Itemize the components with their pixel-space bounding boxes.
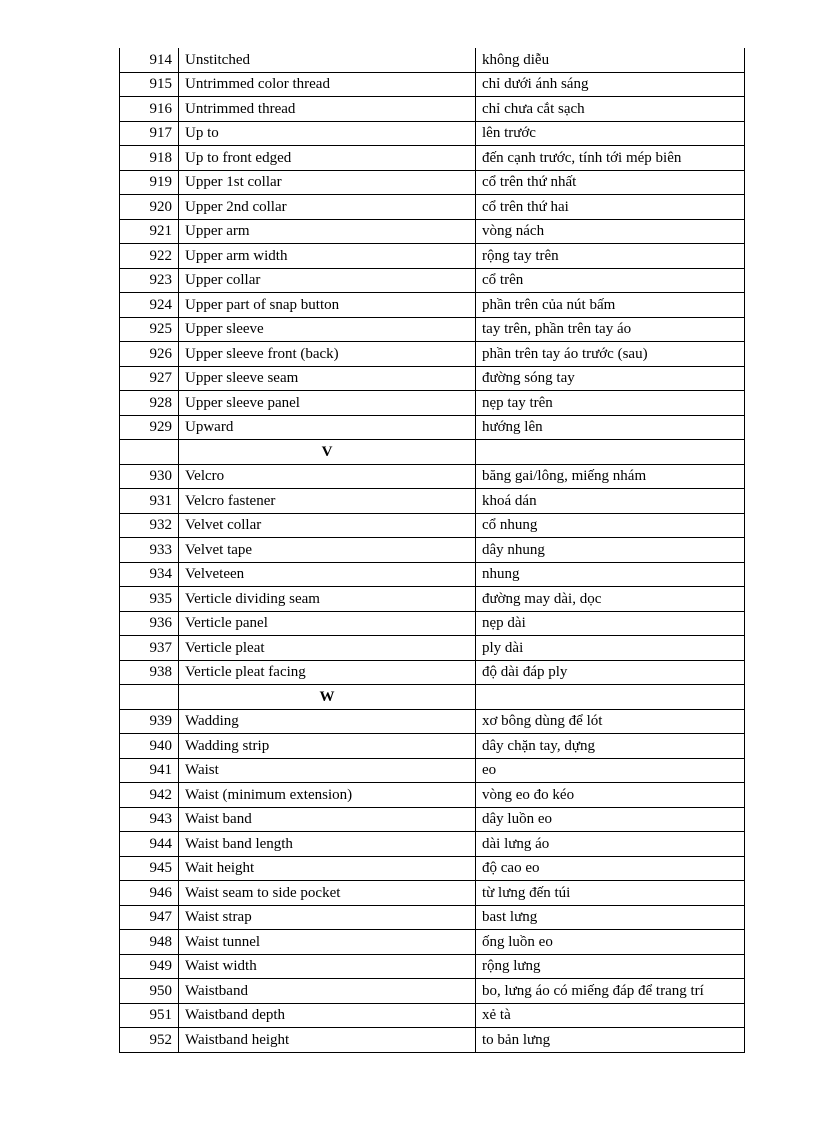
vietnamese-translation: đường sóng tay bbox=[476, 366, 745, 391]
english-term: Velveteen bbox=[179, 562, 476, 587]
entry-number: 946 bbox=[120, 881, 179, 906]
english-term: Upper sleeve panel bbox=[179, 391, 476, 416]
vietnamese-translation: cổ trên thứ hai bbox=[476, 195, 745, 220]
vietnamese-translation: hướng lên bbox=[476, 415, 745, 440]
glossary-table-body bbox=[120, 48, 745, 1052]
table-row bbox=[120, 709, 745, 734]
table-row bbox=[120, 72, 745, 97]
table-row bbox=[120, 758, 745, 783]
table-row bbox=[120, 489, 745, 514]
english-term: Upper part of snap button bbox=[179, 293, 476, 318]
entry-number: 926 bbox=[120, 342, 179, 367]
table-row bbox=[120, 611, 745, 636]
english-term: Untrimmed color thread bbox=[179, 72, 476, 97]
entry-number: 925 bbox=[120, 317, 179, 342]
entry-number: 919 bbox=[120, 170, 179, 195]
vietnamese-translation: nhung bbox=[476, 562, 745, 587]
entry-number: 939 bbox=[120, 709, 179, 734]
table-row bbox=[120, 464, 745, 489]
entry-number: 916 bbox=[120, 97, 179, 122]
section-letter: W bbox=[179, 685, 476, 710]
entry-number: 951 bbox=[120, 1003, 179, 1028]
table-row bbox=[120, 881, 745, 906]
table-row bbox=[120, 391, 745, 416]
vietnamese-translation: chỉ dưới ánh sáng bbox=[476, 72, 745, 97]
english-term: Up to bbox=[179, 121, 476, 146]
entry-number: 948 bbox=[120, 930, 179, 955]
vietnamese-translation: nẹp dài bbox=[476, 611, 745, 636]
english-term: Waist band bbox=[179, 807, 476, 832]
entry-number: 949 bbox=[120, 954, 179, 979]
section-heading-row bbox=[120, 685, 745, 710]
english-term: Unstitched bbox=[179, 48, 476, 72]
english-term: Upper 1st collar bbox=[179, 170, 476, 195]
vietnamese-translation: từ lưng đến túi bbox=[476, 881, 745, 906]
table-row bbox=[120, 121, 745, 146]
english-term: Waist width bbox=[179, 954, 476, 979]
english-term: Wadding bbox=[179, 709, 476, 734]
english-term: Waist bbox=[179, 758, 476, 783]
english-term: Waist tunnel bbox=[179, 930, 476, 955]
empty-translation-cell bbox=[476, 440, 745, 465]
table-row bbox=[120, 734, 745, 759]
entry-number: 952 bbox=[120, 1028, 179, 1053]
vietnamese-translation: cổ nhung bbox=[476, 513, 745, 538]
entry-number: 921 bbox=[120, 219, 179, 244]
vietnamese-translation: nẹp tay trên bbox=[476, 391, 745, 416]
entry-number: 945 bbox=[120, 856, 179, 881]
english-term: Waistband depth bbox=[179, 1003, 476, 1028]
english-term: Upper arm width bbox=[179, 244, 476, 269]
vietnamese-translation: xẻ tà bbox=[476, 1003, 745, 1028]
table-row bbox=[120, 979, 745, 1004]
table-row bbox=[120, 146, 745, 171]
table-row bbox=[120, 268, 745, 293]
table-row bbox=[120, 317, 745, 342]
english-term: Upper 2nd collar bbox=[179, 195, 476, 220]
english-term: Upper collar bbox=[179, 268, 476, 293]
english-term: Waist (minimum extension) bbox=[179, 783, 476, 808]
entry-number: 922 bbox=[120, 244, 179, 269]
table-row bbox=[120, 954, 745, 979]
table-row bbox=[120, 832, 745, 857]
vietnamese-translation: phần trên tay áo trước (sau) bbox=[476, 342, 745, 367]
table-row bbox=[120, 513, 745, 538]
table-row bbox=[120, 905, 745, 930]
vietnamese-translation: bast lưng bbox=[476, 905, 745, 930]
table-row bbox=[120, 342, 745, 367]
vietnamese-translation: ống luồn eo bbox=[476, 930, 745, 955]
vietnamese-translation: dài lưng áo bbox=[476, 832, 745, 857]
entry-number: 920 bbox=[120, 195, 179, 220]
entry-number: 915 bbox=[120, 72, 179, 97]
table-row bbox=[120, 170, 745, 195]
vietnamese-translation: bo, lưng áo có miếng đáp để trang trí bbox=[476, 979, 745, 1004]
vietnamese-translation: băng gai/lông, miếng nhám bbox=[476, 464, 745, 489]
vietnamese-translation: đến cạnh trước, tính tới mép biên bbox=[476, 146, 745, 171]
table-row bbox=[120, 562, 745, 587]
english-term: Waist seam to side pocket bbox=[179, 881, 476, 906]
table-row bbox=[120, 366, 745, 391]
vietnamese-translation: cổ trên thứ nhất bbox=[476, 170, 745, 195]
entry-number: 918 bbox=[120, 146, 179, 171]
english-term: Wadding strip bbox=[179, 734, 476, 759]
english-term: Velvet collar bbox=[179, 513, 476, 538]
vietnamese-translation: dây chặn tay, dựng bbox=[476, 734, 745, 759]
entry-number: 923 bbox=[120, 268, 179, 293]
entry-number: 942 bbox=[120, 783, 179, 808]
glossary-table bbox=[119, 48, 745, 1053]
table-row bbox=[120, 538, 745, 563]
english-term: Waistband height bbox=[179, 1028, 476, 1053]
entry-number: 930 bbox=[120, 464, 179, 489]
vietnamese-translation: eo bbox=[476, 758, 745, 783]
table-row bbox=[120, 783, 745, 808]
entry-number: 940 bbox=[120, 734, 179, 759]
entry-number: 929 bbox=[120, 415, 179, 440]
english-term: Upper sleeve front (back) bbox=[179, 342, 476, 367]
entry-number: 947 bbox=[120, 905, 179, 930]
entry-number: 924 bbox=[120, 293, 179, 318]
table-row bbox=[120, 48, 745, 72]
section-letter: V bbox=[179, 440, 476, 465]
table-row bbox=[120, 587, 745, 612]
vietnamese-translation: không diễu bbox=[476, 48, 745, 72]
table-row bbox=[120, 97, 745, 122]
table-row bbox=[120, 219, 745, 244]
english-term: Waistband bbox=[179, 979, 476, 1004]
table-row bbox=[120, 415, 745, 440]
entry-number: 943 bbox=[120, 807, 179, 832]
english-term: Upper sleeve bbox=[179, 317, 476, 342]
vietnamese-translation: chỉ chưa cắt sạch bbox=[476, 97, 745, 122]
english-term: Verticle dividing seam bbox=[179, 587, 476, 612]
entry-number: 935 bbox=[120, 587, 179, 612]
table-row bbox=[120, 1003, 745, 1028]
english-term: Verticle pleat bbox=[179, 636, 476, 661]
vietnamese-translation: tay trên, phần trên tay áo bbox=[476, 317, 745, 342]
english-term: Upper sleeve seam bbox=[179, 366, 476, 391]
entry-number: 944 bbox=[120, 832, 179, 857]
vietnamese-translation: độ cao eo bbox=[476, 856, 745, 881]
entry-number: 941 bbox=[120, 758, 179, 783]
entry-number: 934 bbox=[120, 562, 179, 587]
empty-translation-cell bbox=[476, 685, 745, 710]
vietnamese-translation: vòng nách bbox=[476, 219, 745, 244]
entry-number: 914 bbox=[120, 48, 179, 72]
vietnamese-translation: xơ bông dùng để lót bbox=[476, 709, 745, 734]
entry-number: 933 bbox=[120, 538, 179, 563]
entry-number: 917 bbox=[120, 121, 179, 146]
vietnamese-translation: rộng lưng bbox=[476, 954, 745, 979]
empty-number-cell bbox=[120, 440, 179, 465]
english-term: Untrimmed thread bbox=[179, 97, 476, 122]
table-row bbox=[120, 660, 745, 685]
english-term: Upper arm bbox=[179, 219, 476, 244]
table-row bbox=[120, 1028, 745, 1053]
english-term: Verticle pleat facing bbox=[179, 660, 476, 685]
english-term: Velvet tape bbox=[179, 538, 476, 563]
english-term: Wait height bbox=[179, 856, 476, 881]
vietnamese-translation: cổ trên bbox=[476, 268, 745, 293]
vietnamese-translation: to bản lưng bbox=[476, 1028, 745, 1053]
vietnamese-translation: vòng eo đo kéo bbox=[476, 783, 745, 808]
entry-number: 928 bbox=[120, 391, 179, 416]
table-row bbox=[120, 195, 745, 220]
empty-number-cell bbox=[120, 685, 179, 710]
vietnamese-translation: độ dài đáp ply bbox=[476, 660, 745, 685]
table-row bbox=[120, 244, 745, 269]
english-term: Verticle panel bbox=[179, 611, 476, 636]
english-term: Velcro fastener bbox=[179, 489, 476, 514]
entry-number: 931 bbox=[120, 489, 179, 514]
vietnamese-translation: ply dài bbox=[476, 636, 745, 661]
vietnamese-translation: dây luồn eo bbox=[476, 807, 745, 832]
vietnamese-translation: lên trước bbox=[476, 121, 745, 146]
entry-number: 938 bbox=[120, 660, 179, 685]
section-heading-row bbox=[120, 440, 745, 465]
table-row bbox=[120, 636, 745, 661]
table-row bbox=[120, 856, 745, 881]
english-term: Waist band length bbox=[179, 832, 476, 857]
entry-number: 936 bbox=[120, 611, 179, 636]
vietnamese-translation: rộng tay trên bbox=[476, 244, 745, 269]
english-term: Up to front edged bbox=[179, 146, 476, 171]
vietnamese-translation: đường may dài, dọc bbox=[476, 587, 745, 612]
english-term: Velcro bbox=[179, 464, 476, 489]
table-row bbox=[120, 807, 745, 832]
vietnamese-translation: dây nhung bbox=[476, 538, 745, 563]
english-term: Upward bbox=[179, 415, 476, 440]
english-term: Waist strap bbox=[179, 905, 476, 930]
entry-number: 932 bbox=[120, 513, 179, 538]
table-row bbox=[120, 293, 745, 318]
entry-number: 937 bbox=[120, 636, 179, 661]
vietnamese-translation: khoá dán bbox=[476, 489, 745, 514]
vietnamese-translation: phần trên của nút bấm bbox=[476, 293, 745, 318]
table-row bbox=[120, 930, 745, 955]
entry-number: 927 bbox=[120, 366, 179, 391]
entry-number: 950 bbox=[120, 979, 179, 1004]
